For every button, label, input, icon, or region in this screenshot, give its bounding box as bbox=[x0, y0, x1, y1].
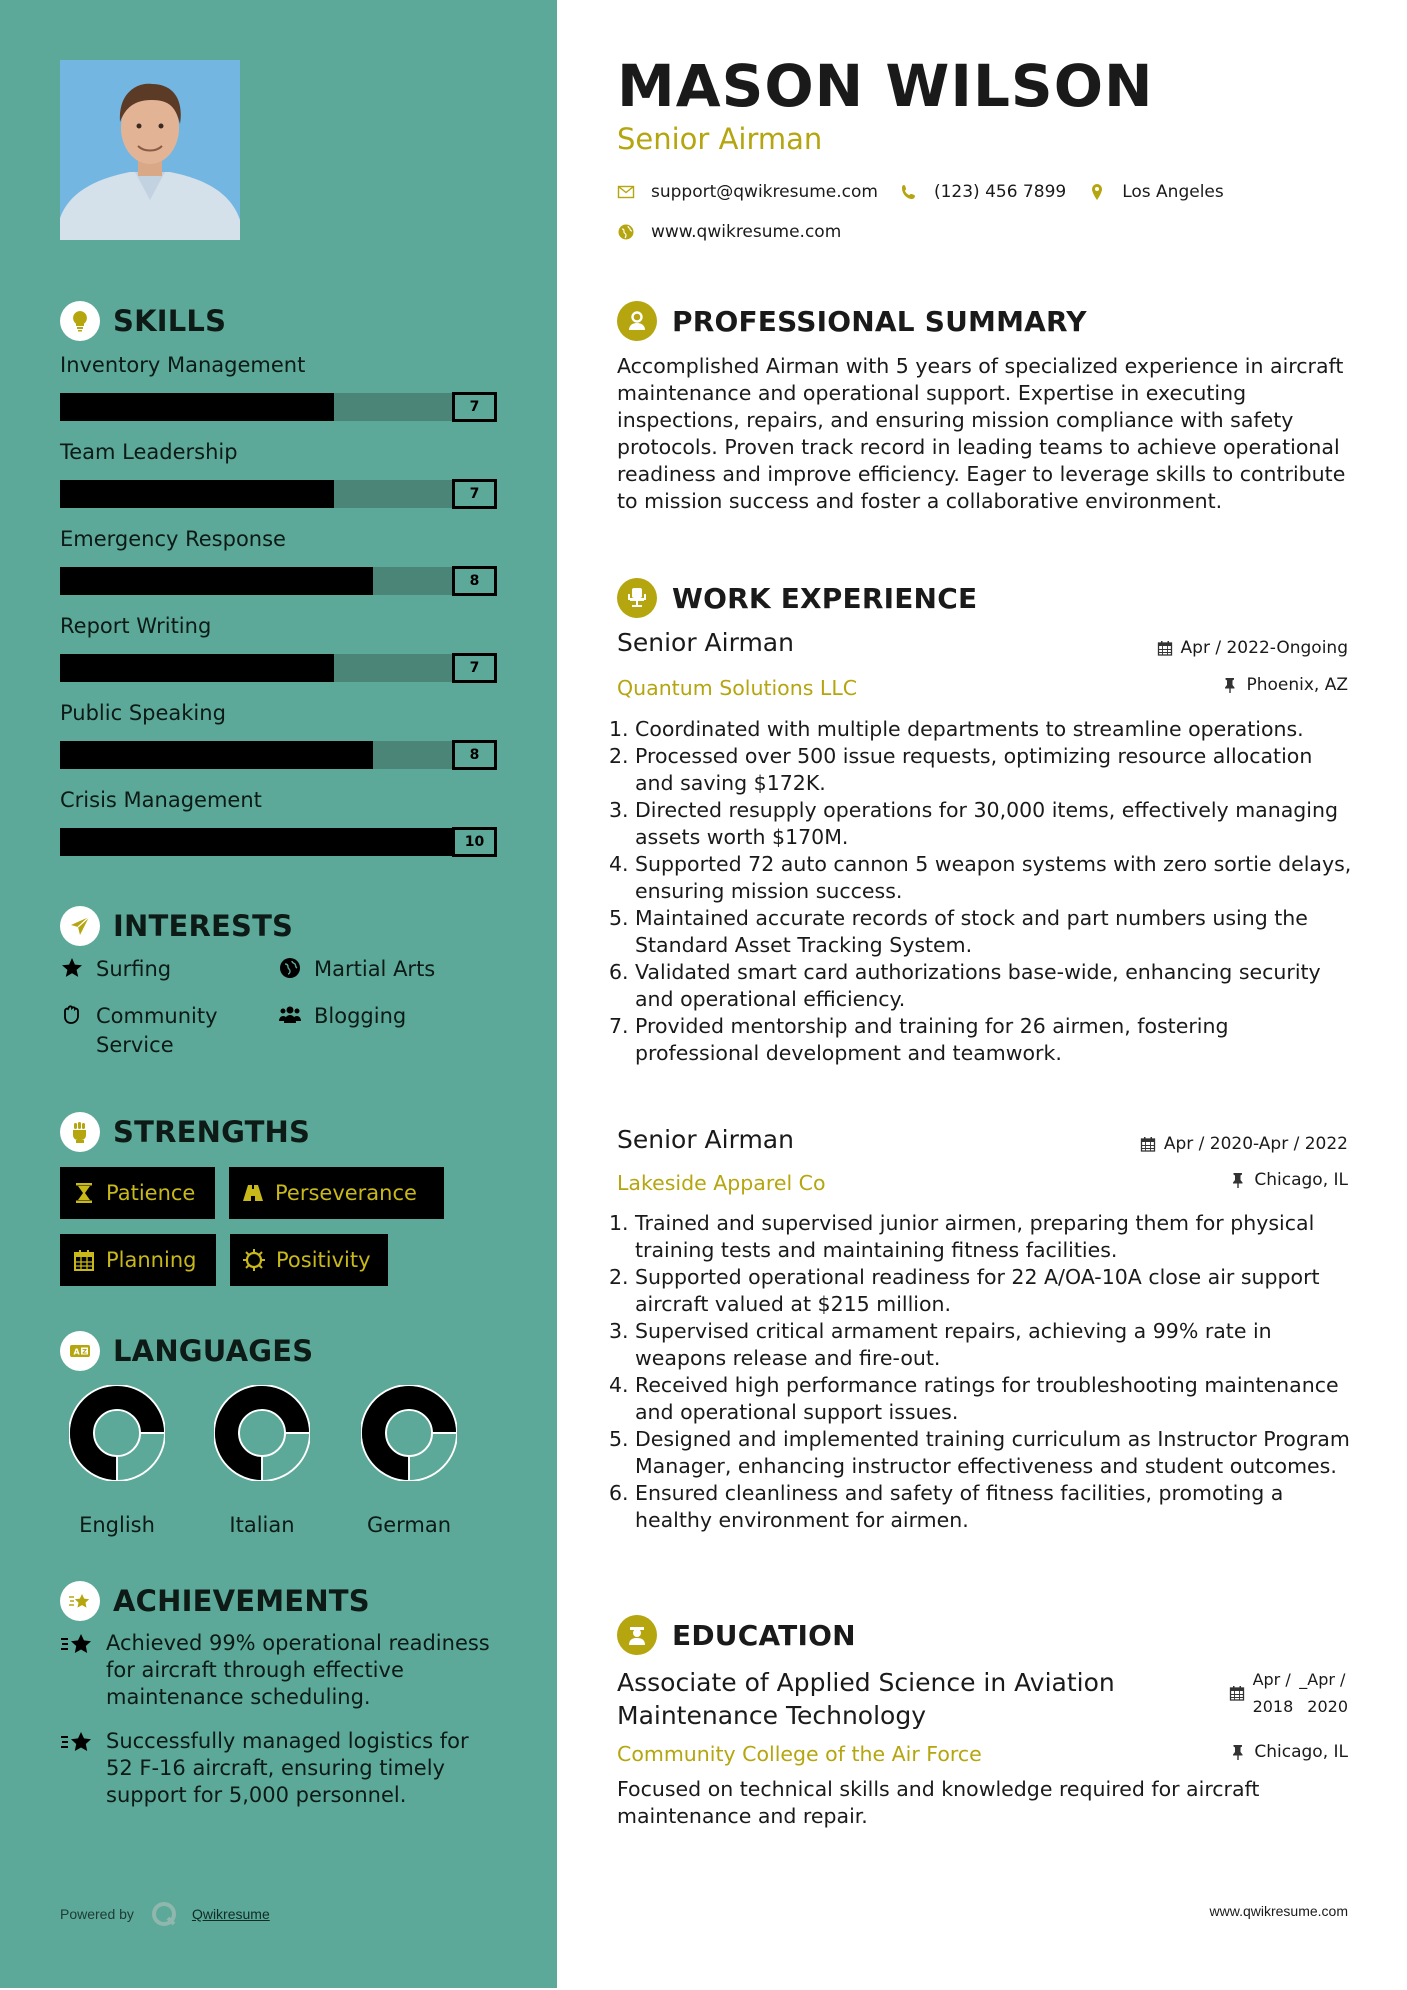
skill-bar bbox=[60, 653, 497, 681]
job-dates-text: Apr / 2020-Apr / 2022 bbox=[1163, 1134, 1348, 1154]
contact-row bbox=[617, 178, 1246, 206]
pushpin-icon bbox=[1230, 1744, 1246, 1760]
skill-bar bbox=[60, 392, 497, 420]
profile-photo bbox=[60, 60, 240, 240]
language-item bbox=[349, 1385, 469, 1537]
hourglass-icon bbox=[72, 1181, 96, 1205]
lightbulb-icon bbox=[60, 301, 100, 341]
section-title: INTERESTS bbox=[113, 909, 294, 943]
skill-item bbox=[60, 785, 497, 855]
chair-icon bbox=[617, 578, 657, 618]
company-name: Quantum Solutions LLC bbox=[617, 676, 858, 700]
duty-text: Supported operational readiness for 22 A/OA-10A close air support aircraft valued at $215 million. bbox=[635, 1265, 1320, 1316]
powered-by bbox=[60, 1900, 270, 1928]
skill-label: Report Writing bbox=[60, 614, 212, 638]
education-end-year: 2020 bbox=[1307, 1697, 1348, 1716]
candidate-name: MASON WILSON bbox=[617, 52, 1154, 120]
interest-label: Blogging bbox=[314, 1004, 407, 1028]
user-icon bbox=[617, 301, 657, 341]
skill-item bbox=[60, 524, 497, 594]
job-dates-text: Apr / 2022-Ongoing bbox=[1180, 638, 1348, 658]
strength-label: Planning bbox=[106, 1248, 197, 1272]
sidebar bbox=[0, 0, 557, 1988]
envelope-icon bbox=[617, 183, 635, 201]
graduate-icon bbox=[617, 1615, 657, 1655]
school-name: Community College of the Air Force bbox=[617, 1742, 982, 1766]
duty-item: 7. Provided mentorship and training for 26 airmen, fostering professional development and teamwork. bbox=[609, 1014, 1229, 1065]
language-donut bbox=[214, 1385, 310, 1481]
skill-score: 7 bbox=[452, 392, 497, 422]
sun-icon bbox=[242, 1248, 266, 1272]
summary-text: Accomplished Airman with 5 years of specialized experience in aircraft maintenance and operational support. Expertise in executing inspections, repairs, and ensuring mission compliance with safety protocols. Proven track record in leading teams to achieve operational readiness and improve efficiency. Eager to leverage skills to contribute to mission success and foster a collaborative environment. bbox=[617, 354, 1346, 513]
interest-label: Community Service bbox=[96, 1004, 218, 1057]
contact-row bbox=[617, 218, 1246, 246]
skill-label: Crisis Management bbox=[60, 788, 262, 812]
globe-icon bbox=[278, 956, 304, 982]
duty-item: 3. Supervised critical armament repairs, achieving a 99% rate in weapons release and fire-out. bbox=[609, 1319, 1272, 1370]
paper-plane-icon bbox=[60, 906, 100, 946]
duty-item: 1. Trained and supervised junior airmen, preparing them for physical training tests and maintaining fitness facilities. bbox=[609, 1211, 1315, 1262]
duty-text: Ensured cleanliness and safety of fitness facilities, promoting a healthy environment for airmen. bbox=[635, 1481, 1284, 1532]
skill-score: 7 bbox=[452, 653, 497, 683]
duty-item: 4. Received high performance ratings for troubleshooting maintenance and operational support issues. bbox=[609, 1373, 1339, 1424]
duty-item: 2. Supported operational readiness for 22 A/OA-10A close air support aircraft valued at $215 million. bbox=[609, 1265, 1320, 1316]
pushpin-icon bbox=[1222, 677, 1238, 693]
interest-item bbox=[60, 1002, 270, 1060]
skill-bar-fill bbox=[60, 828, 452, 856]
pushpin-icon bbox=[1230, 1172, 1246, 1188]
users-icon bbox=[278, 1003, 304, 1029]
skill-label: Team Leadership bbox=[60, 440, 238, 464]
education-start bbox=[1253, 1666, 1294, 1720]
duty-text: Supervised critical armament repairs, achieving a 99% rate in weapons release and fire-out. bbox=[635, 1319, 1272, 1370]
strength-badge bbox=[229, 1167, 444, 1219]
qwikresume-link[interactable]: Qwikresume bbox=[191, 1906, 270, 1922]
skill-score: 7 bbox=[452, 479, 497, 509]
interest-label: Surfing bbox=[96, 957, 172, 981]
duty-item: 4. Supported 72 auto cannon 5 weapon systems with zero sortie delays, ensuring mission success. bbox=[609, 852, 1352, 903]
duty-text: Provided mentorship and training for 26 airmen, fostering professional development and teamwork. bbox=[635, 1014, 1229, 1065]
achievements-heading bbox=[60, 1580, 370, 1622]
duty-item: 5. Designed and implemented training curriculum as Instructor Program Manager, enhancing instructor effectiveness and student outcomes. bbox=[609, 1427, 1350, 1478]
language-label: English bbox=[79, 1513, 155, 1537]
duty-text: Directed resupply operations for 30,000 items, effectively managing assets worth $170M. bbox=[635, 798, 1338, 849]
phone-icon bbox=[900, 183, 918, 201]
duty-text: Coordinated with multiple departments to streamline operations. bbox=[635, 717, 1304, 741]
duty-item: 3. Directed resupply operations for 30,000 items, effectively managing assets worth $170M. bbox=[609, 798, 1338, 849]
powered-by-label: Powered by bbox=[60, 1906, 134, 1922]
skill-bar-fill bbox=[60, 654, 334, 682]
shooting-star-icon bbox=[60, 1728, 94, 1758]
experience-heading bbox=[617, 577, 977, 619]
star-icon bbox=[60, 956, 86, 982]
skill-score: 10 bbox=[452, 827, 497, 857]
education-end-month: _Apr / bbox=[1299, 1670, 1346, 1689]
job-dates bbox=[1157, 638, 1348, 658]
calendar-icon bbox=[1229, 1685, 1245, 1701]
duty-item: 6. Ensured cleanliness and safety of fitness facilities, promoting a healthy environment for airmen. bbox=[609, 1481, 1284, 1532]
profile-photo-image bbox=[60, 60, 240, 240]
strength-badge bbox=[60, 1167, 215, 1219]
job-location bbox=[1222, 675, 1348, 695]
achievement-item bbox=[60, 1630, 500, 1711]
skill-label: Public Speaking bbox=[60, 701, 226, 725]
contact-info bbox=[617, 178, 1246, 258]
education-start-year: 2018 bbox=[1252, 1697, 1294, 1716]
globe-icon bbox=[617, 223, 635, 241]
hand-icon bbox=[60, 1003, 86, 1029]
svg-text:A: A bbox=[73, 1347, 80, 1357]
section-title: STRENGTHS bbox=[113, 1115, 311, 1149]
job-location-text: Chicago, IL bbox=[1254, 1170, 1348, 1190]
education-location-text: Chicago, IL bbox=[1254, 1742, 1348, 1762]
duty-item: 1. Coordinated with multiple departments to streamline operations. bbox=[609, 717, 1304, 741]
duty-item: 2. Processed over 500 issue requests, optimizing resource allocation and saving $172K. bbox=[609, 744, 1313, 795]
skill-label: Inventory Management bbox=[60, 353, 306, 377]
summary-heading bbox=[617, 300, 1087, 342]
skill-item bbox=[60, 611, 497, 681]
job-title: Senior Airman bbox=[617, 628, 794, 657]
skill-score: 8 bbox=[452, 740, 497, 770]
section-title: LANGUAGES bbox=[113, 1334, 314, 1368]
language-donut bbox=[361, 1385, 457, 1481]
job-duties bbox=[609, 716, 1357, 1067]
skill-bar-fill bbox=[60, 480, 334, 508]
achievement-text: Achieved 99% operational readiness for aircraft through effective maintenance scheduling. bbox=[106, 1631, 490, 1709]
section-title: ACHIEVEMENTS bbox=[113, 1584, 370, 1618]
duty-text: Supported 72 auto cannon 5 weapon systems with zero sortie delays, ensuring mission success. bbox=[635, 852, 1352, 903]
footer-website[interactable]: www.qwikresume.com bbox=[1209, 1903, 1348, 1919]
duty-text: Validated smart card authorizations base-wide, enhancing security and operational efficiency. bbox=[635, 960, 1321, 1011]
degree-title: Associate of Applied Science in Aviation Maintenance Technology bbox=[617, 1668, 1115, 1730]
interest-label: Martial Arts bbox=[314, 957, 436, 981]
job-title: Senior Airman bbox=[617, 1125, 794, 1154]
skill-bar-fill bbox=[60, 567, 373, 595]
skill-bar-fill bbox=[60, 741, 373, 769]
languages-heading bbox=[60, 1330, 313, 1372]
education-heading bbox=[617, 1614, 856, 1656]
interest-item bbox=[60, 955, 260, 984]
interests-heading bbox=[60, 905, 293, 947]
company-name: Lakeside Apparel Co bbox=[617, 1171, 826, 1195]
language-label: Italian bbox=[229, 1513, 295, 1537]
contact-phone[interactable]: (123) 456 7899 bbox=[933, 182, 1067, 202]
skill-item bbox=[60, 350, 497, 420]
education-end bbox=[1299, 1666, 1348, 1720]
strength-badge bbox=[230, 1234, 388, 1286]
language-item bbox=[57, 1385, 177, 1537]
skill-item bbox=[60, 698, 497, 768]
job-duties bbox=[609, 1210, 1357, 1534]
section-title: PROFESSIONAL SUMMARY bbox=[672, 304, 1087, 338]
calendar-icon bbox=[72, 1248, 96, 1272]
duty-text: Maintained accurate records of stock and part numbers using the Standard Asset Tracking System. bbox=[635, 906, 1308, 957]
achievement-item bbox=[60, 1728, 500, 1809]
main-content bbox=[609, 0, 1352, 1990]
skill-bar bbox=[60, 827, 497, 855]
skill-item bbox=[60, 437, 497, 507]
contact-website[interactable]: www.qwikresume.com bbox=[651, 222, 842, 242]
contact-email[interactable]: support@qwikresume.com bbox=[651, 182, 878, 202]
duty-text: Designed and implemented training curriculum as Instructor Program Manager, enhancing instructor effectiveness and student outcomes. bbox=[635, 1427, 1350, 1478]
calendar-icon bbox=[1157, 640, 1173, 656]
shooting-star-icon bbox=[60, 1630, 94, 1660]
section-title: SKILLS bbox=[113, 304, 227, 338]
road-icon bbox=[241, 1181, 265, 1205]
duty-text: Received high performance ratings for troubleshooting maintenance and operational support issues. bbox=[635, 1373, 1339, 1424]
strength-badge bbox=[60, 1234, 216, 1286]
fist-icon bbox=[60, 1112, 100, 1152]
job-location-text: Phoenix, AZ bbox=[1246, 675, 1348, 695]
job-location bbox=[1230, 1170, 1348, 1190]
strength-label: Patience bbox=[106, 1181, 196, 1205]
skill-score: 8 bbox=[452, 566, 497, 596]
section-title: EDUCATION bbox=[672, 1618, 856, 1652]
strengths-heading bbox=[60, 1111, 310, 1153]
skill-bar bbox=[60, 740, 497, 768]
interest-item bbox=[278, 1002, 498, 1031]
education-description: Focused on technical skills and knowledge required for aircraft maintenance and repair. bbox=[617, 1777, 1260, 1828]
education-location bbox=[1230, 1742, 1348, 1762]
section-title: WORK EXPERIENCE bbox=[672, 581, 978, 615]
svg-text:Z: Z bbox=[82, 1347, 88, 1356]
candidate-title: Senior Airman bbox=[617, 122, 823, 156]
duty-text: Processed over 500 issue requests, optimizing resource allocation and saving $172K. bbox=[635, 744, 1313, 795]
job-dates bbox=[1140, 1134, 1348, 1154]
skills-heading bbox=[60, 300, 226, 342]
skill-bar bbox=[60, 479, 497, 507]
education-dates bbox=[1229, 1666, 1348, 1720]
language-donut bbox=[69, 1385, 165, 1481]
skill-label: Emergency Response bbox=[60, 527, 286, 551]
education-start-month: Apr / bbox=[1252, 1670, 1291, 1689]
duty-item: 6. Validated smart card authorizations base-wide, enhancing security and operational efficiency. bbox=[609, 960, 1321, 1011]
duty-item: 5. Maintained accurate records of stock and part numbers using the Standard Asset Tracking System. bbox=[609, 906, 1308, 957]
strength-label: Perseverance bbox=[275, 1181, 417, 1205]
skill-bar bbox=[60, 566, 497, 594]
achievement-text: Successfully managed logistics for 52 F-16 aircraft, ensuring timely support for 5,000 personnel. bbox=[106, 1729, 469, 1807]
strength-label: Positivity bbox=[276, 1248, 371, 1272]
language-item bbox=[202, 1385, 322, 1537]
interest-item bbox=[278, 955, 498, 984]
skill-bar-fill bbox=[60, 393, 334, 421]
map-pin-icon bbox=[1088, 183, 1106, 201]
calendar-icon bbox=[1140, 1136, 1156, 1152]
language-icon bbox=[60, 1331, 100, 1371]
qwikresume-logo-icon bbox=[150, 1900, 178, 1928]
duty-text: Trained and supervised junior airmen, preparing them for physical training tests and maintaining fitness facilities. bbox=[635, 1211, 1315, 1262]
contact-location: Los Angeles bbox=[1122, 182, 1224, 202]
language-label: German bbox=[366, 1513, 452, 1537]
shooting-star-icon bbox=[60, 1581, 100, 1621]
